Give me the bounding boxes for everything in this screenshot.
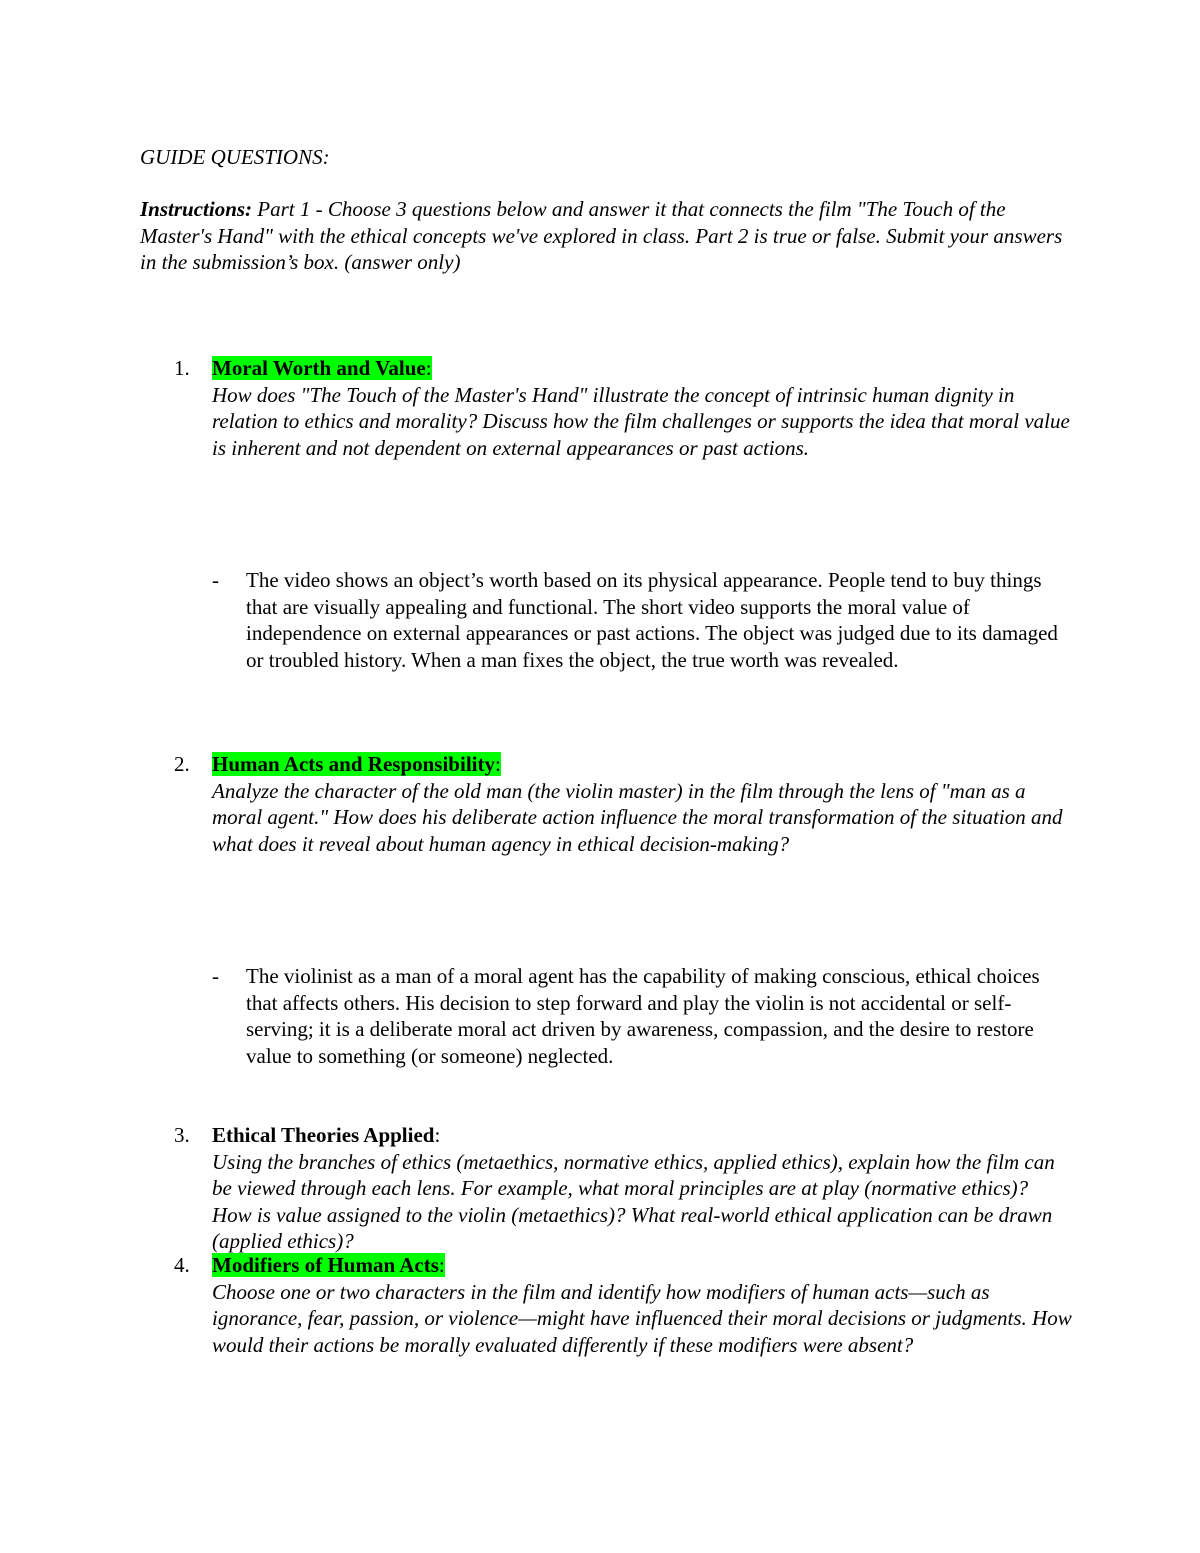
answer-dash: - (212, 568, 219, 592)
question-body (212, 1122, 1072, 1255)
question-body (212, 355, 1072, 461)
question-title-colon: : (434, 1123, 441, 1147)
question-number: 1. (174, 356, 190, 380)
answer-dash: - (212, 964, 219, 988)
question-text: Analyze the character of the old man (the violin master) in the film through the lens of "man as a moral agent." How does his deliberate action influence the moral transformation of the situation and what does it reveal about human agency in ethical decision-making? (212, 778, 1063, 856)
question-title-colon: : (438, 1253, 445, 1277)
question-number: 2. (174, 752, 190, 776)
answer-text: The video shows an object’s worth based on its physical appearance. People tend to buy things that are visually appealing and functional. The short video supports the moral value of independence on external appearances or past actions. The object was judged due to its damaged or troubled history. When a man fixes the object, the true worth was revealed. (246, 568, 1058, 672)
question-title-text: Ethical Theories Applied (212, 1123, 435, 1147)
question-title-colon: : (495, 752, 501, 776)
question-title (212, 356, 432, 380)
question-text: How does "The Touch of the Master's Hand" illustrate the concept of intrinsic human dignity in relation to ethics and morality? Discuss how the film challenges or supports the idea that moral value is inherent and not dependent on external appearances or past actions. (212, 382, 1070, 460)
question-title-text: Human Acts and Responsibility (212, 752, 495, 776)
page-heading: GUIDE QUESTIONS: (140, 145, 330, 169)
question-title (212, 1253, 445, 1277)
instructions-paragraph (140, 196, 1070, 276)
question-title (212, 752, 501, 776)
question-body (212, 1252, 1072, 1358)
question-title-text: Modifiers of Human Acts (212, 1253, 439, 1277)
instructions-label: Instructions: (140, 197, 253, 221)
question-title (212, 1123, 440, 1147)
question-text: Using the branches of ethics (metaethics, normative ethics, applied ethics), explain how the film can be viewed through each lens. For example, what moral principles are at play (normative ethics)? How is value assigned to the violin (metaethics)? What real-world ethical application can be drawn (applied ethics)? (212, 1149, 1055, 1253)
question-body (212, 751, 1072, 857)
question-number: 4. (174, 1253, 190, 1277)
answer-text: The violinist as a man of a moral agent has the capability of making conscious, ethical choices that affects others. His decision to step forward and play the violin is not accidental or self-serving; it is a deliberate moral act driven by awareness, compassion, and the desire to restore value to something (or someone) neglected. (246, 964, 1040, 1068)
instructions-text: Part 1 - Choose 3 questions below and answer it that connects the film "The Touch of the Master's Hand" with the ethical concepts we've explored in class. Part 2 is true or false. Submit your answers in the submission’s box. (answer only) (140, 197, 1063, 274)
question-title-colon: : (425, 356, 432, 380)
question-number: 3. (174, 1123, 190, 1147)
question-title-text: Moral Worth and Value (212, 356, 426, 380)
question-text: Choose one or two characters in the film and identify how modifiers of human acts—such as ignorance, fear, passion, or violence—might have influenced their moral decisions or judgments. How would their actions be morally evaluated differently if these modifiers were absent? (212, 1279, 1072, 1357)
